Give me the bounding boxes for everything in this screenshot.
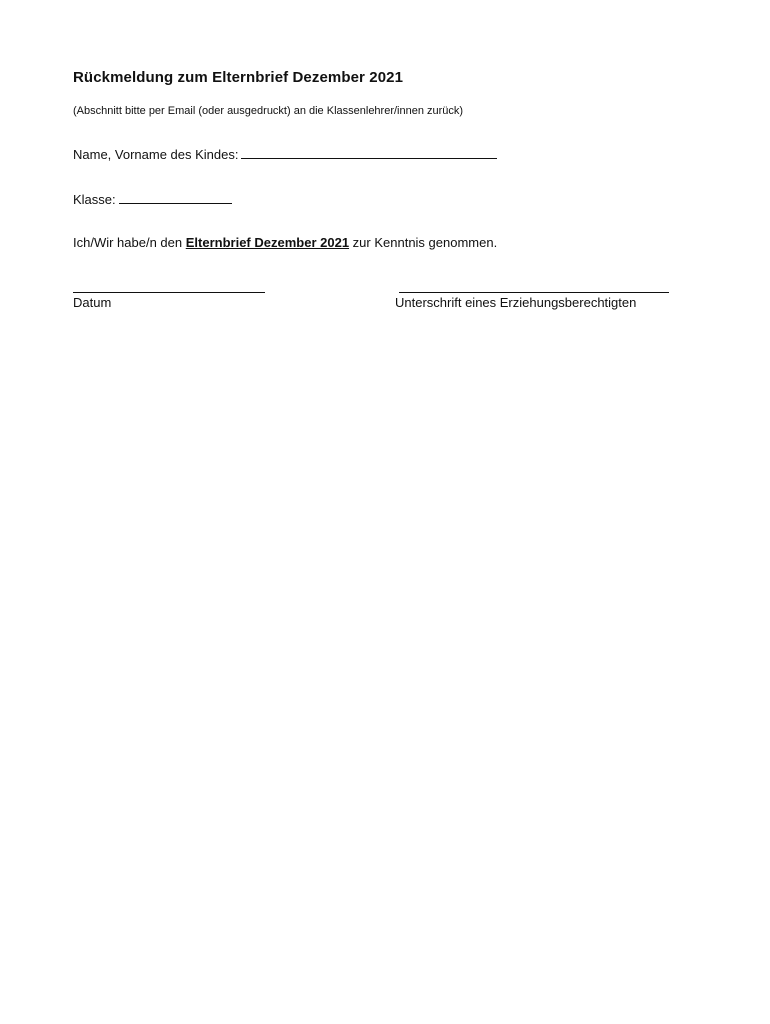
acknowledgement-statement xyxy=(73,235,497,250)
child-name-label: Name, Vorname des Kindes: xyxy=(73,147,239,162)
date-label: Datum xyxy=(73,295,112,310)
ack-document-reference: Elternbrief Dezember 2021 xyxy=(185,235,350,250)
child-name-field[interactable] xyxy=(241,146,497,159)
signature-field[interactable] xyxy=(399,292,669,293)
child-name-row xyxy=(73,146,497,162)
class-field[interactable] xyxy=(119,191,232,204)
signature-label: Unterschrift eines Erziehungsberechtigten xyxy=(395,295,637,310)
ack-suffix: zur Kenntnis genommen. xyxy=(352,235,498,250)
form-instructions: (Abschnitt bitte per Email (oder ausgedruckt) an die Klassenlehrer/innen zurück) xyxy=(73,105,464,117)
class-row xyxy=(73,191,232,207)
ack-prefix: Ich/Wir habe/n den xyxy=(73,235,183,250)
form-title: Rückmeldung zum Elternbrief Dezember 2021 xyxy=(73,69,404,86)
class-label: Klasse: xyxy=(73,192,116,207)
date-field[interactable] xyxy=(73,292,265,293)
